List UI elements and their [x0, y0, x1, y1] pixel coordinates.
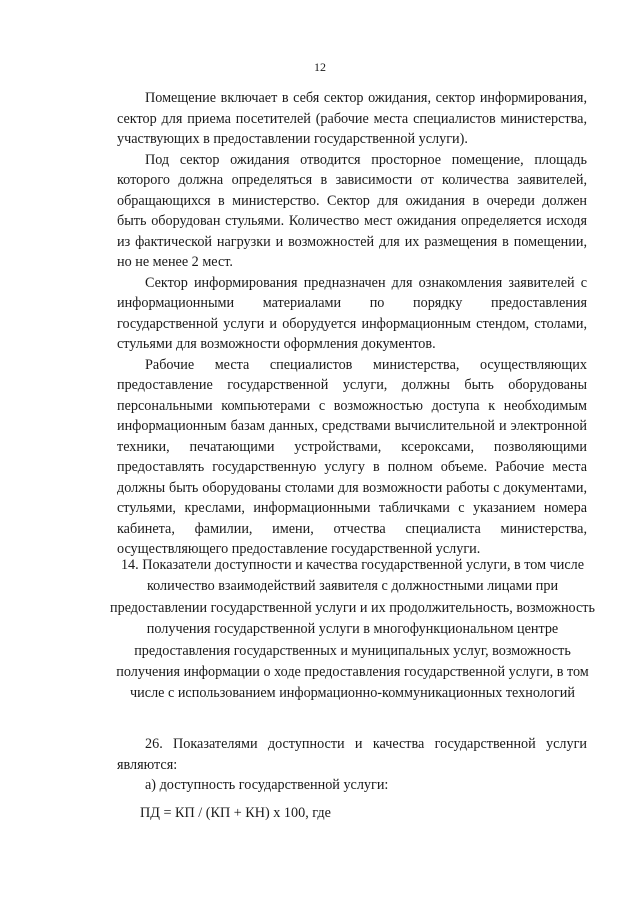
paragraph-information-sector: Сектор информирования предназначен для ознакомления заявителей с информационными материалами по порядку предоставления государственной услуги и оборудуется информационным стендом, столами, стульями для возможности оформления документов. [117, 274, 587, 352]
clause-26 [117, 734, 587, 796]
paragraph-premises: Помещение включает в себя сектор ожидания, сектор информирования, сектор для приема посетителей (рабочие места специалистов министерства, участвующих в предоставлении государственной услуги). [117, 90, 587, 147]
formula: ПД = КП / (КП + КН) x 100, где [140, 805, 331, 821]
page-number: 12 [314, 60, 326, 74]
clause-text: 26. Показателями доступности и качества государственной услуги являются: [117, 736, 587, 773]
clause-item-a: а) доступность государственной услуги: [145, 777, 389, 793]
paragraph-waiting-sector: Под сектор ожидания отводится просторное помещение, площадь которого должна определяться в зависимости от количества заявителей, обращающихся в министерство. Сектор для ожидания в очереди должен быть оборудован стульями. Количество мест ожидания определяется исходя из фактической нагрузки и возможностей для их размещения в помещении, но не менее 2 мест. [117, 151, 587, 270]
section-heading: 14. Показатели доступности и качества государственной услуги, в том числе количество взаимодействий заявителя с должностными лицами при предоставлении государственной услуги и их продолжительность, возможность получения государственной услуги в многофункциональном центре предоставления государственных и муниципальных услуг, возможность получения информации о ходе предоставления государственной услуги, в том числе с использованием информационно-коммуникационных технологий [110, 557, 595, 702]
paragraph-workplaces: Рабочие места специалистов министерства, осуществляющих предоставление государственной услуги, должны быть оборудованы персональными компьютерами с возможностью доступа к необходимым информационным базам данных, средствами вычислительной и электронной техники, печатающими устройствами, ксероксами, позволяющими предоставлять государственную услугу в полном объеме. Рабочие места должны быть оборудованы столами для возможности работы с документами, стульями, креслами, информационными табличками с указанием номера кабинета, фамилии, имени, отчества специалиста министерства, осуществляющего предоставление государственной услуги. [117, 356, 587, 557]
body-text [117, 88, 587, 560]
